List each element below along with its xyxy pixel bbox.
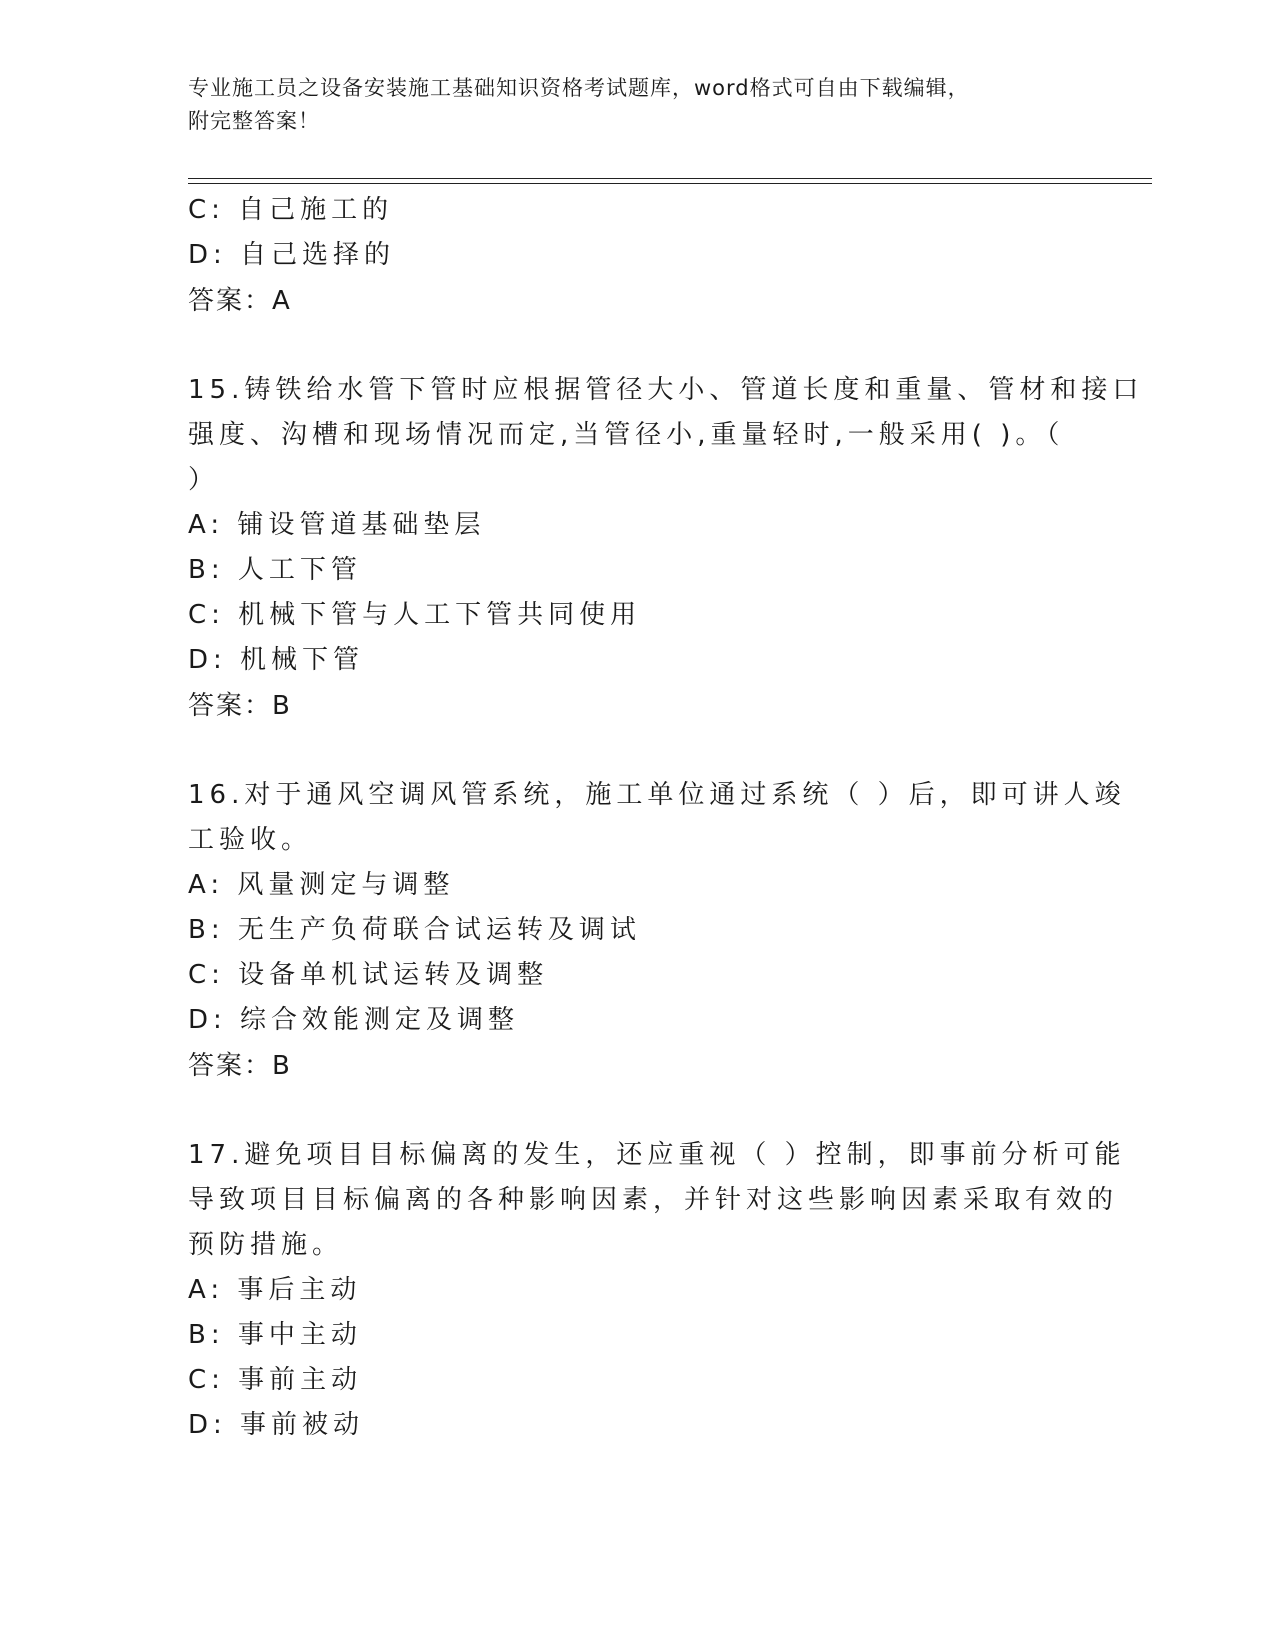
option-b: B: 无生产负荷联合试运转及调试 <box>188 915 641 945</box>
continued-question <box>188 188 1068 324</box>
header-line-2: 附完整答案！ <box>188 109 320 133</box>
option-d: D: 机械下管 <box>188 645 365 675</box>
header-line-1: 专业施工员之设备安装施工基础知识资格考试题库，word格式可自由下载编辑， <box>188 76 970 100</box>
question-text: 工验收。 <box>188 825 313 855</box>
question-text: 15.铸铁给水管下管时应根据管径大小、管道长度和重量、管材和接口 <box>188 375 1144 405</box>
question-15 <box>188 368 1144 729</box>
option-a: A: 风量测定与调整 <box>188 870 455 900</box>
option-d: D: 自己选择的 <box>188 240 396 270</box>
question-text: 16.对于通风空调风管系统，施工单位通过系统（ ）后，即可讲人竣 <box>188 780 1126 810</box>
question-text: ） <box>188 465 220 495</box>
question-text: 导致项目目标偏离的各种影响因素，并针对这些影响因素采取有效的 <box>188 1185 1119 1215</box>
answer-line: 答案：B <box>188 691 292 721</box>
option-c: C: 设备单机试运转及调整 <box>188 960 549 990</box>
option-c: C: 事前主动 <box>188 1365 363 1395</box>
option-a: A: 事后主动 <box>188 1275 362 1305</box>
question-text: 强度、沟槽和现场情况而定,当管径小,重量轻时,一般采用( )。（ <box>188 420 1065 450</box>
header-divider-2 <box>188 183 1152 184</box>
option-c: C: 自己施工的 <box>188 195 394 225</box>
question-list <box>188 188 1144 1448</box>
option-a: A: 铺设管道基础垫层 <box>188 510 486 540</box>
question-16 <box>188 773 1126 1089</box>
option-c: C: 机械下管与人工下管共同使用 <box>188 600 642 630</box>
question-text: 预防措施。 <box>188 1230 344 1260</box>
question-text: 17.避免项目目标偏离的发生，还应重视（ ）控制，即事前分析可能 <box>188 1140 1126 1170</box>
document-header <box>188 72 1068 138</box>
answer-line: 答案：A <box>188 286 292 316</box>
option-d: D: 综合效能测定及调整 <box>188 1005 520 1035</box>
option-b: B: 事中主动 <box>188 1320 362 1350</box>
option-b: B: 人工下管 <box>188 555 362 585</box>
question-17 <box>188 1133 1126 1448</box>
header-divider <box>188 178 1152 179</box>
option-d: D: 事前被动 <box>188 1410 365 1440</box>
answer-line: 答案：B <box>188 1051 292 1081</box>
